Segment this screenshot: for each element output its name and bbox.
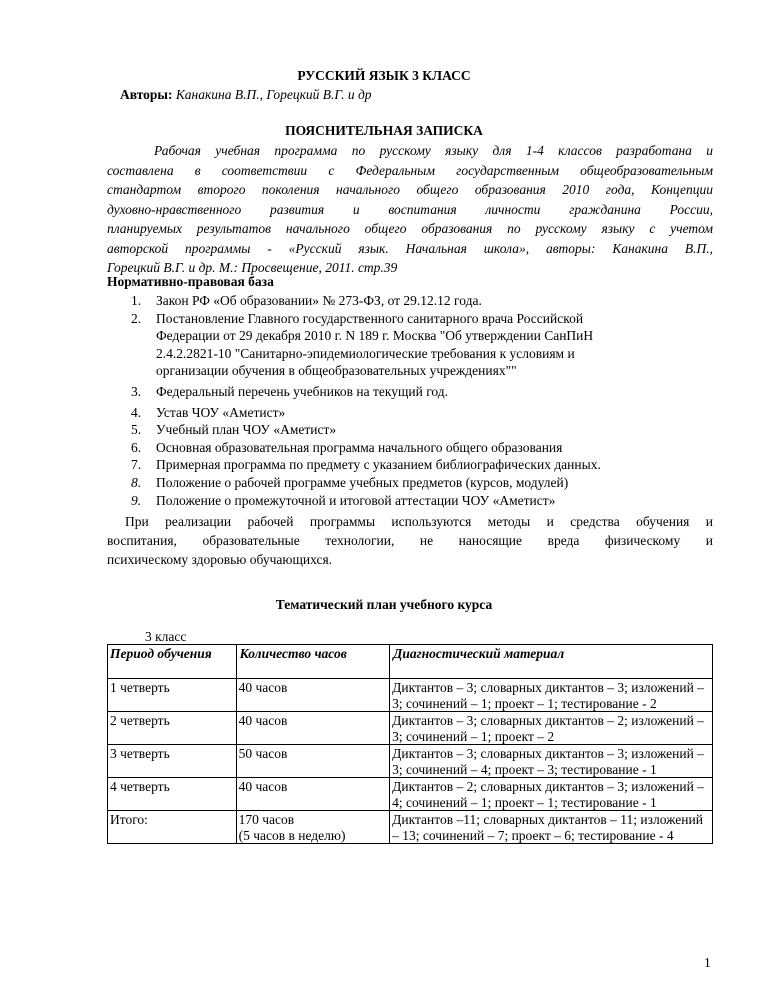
norm-text: Положение о промежуточной и итоговой аттестации ЧОУ «Аметист» [156, 492, 556, 508]
cell-period: 3 четверть [108, 745, 237, 778]
norms-list-item [107, 421, 713, 439]
table-header-row [108, 645, 713, 679]
authors-label: Авторы: [120, 87, 173, 102]
norm-text: Федерации от 29 декабря 2010 г. N 189 г. Москва "Об утверждении СанПиН [156, 328, 594, 344]
explanatory-note-heading: ПОЯСНИТЕЛЬНАЯ ЗАПИСКА [285, 123, 483, 138]
norms-heading: Нормативно-правовая база [107, 274, 274, 289]
cell-hours: 40 часов [236, 679, 390, 712]
authors-value: Канакина В.П., Горецкий В.Г. и др [175, 87, 372, 102]
norms-list-item [107, 456, 713, 474]
list-number: 1. [131, 293, 142, 308]
cell-hours: 40 часов [236, 712, 390, 745]
norm-text: Положение о рабочей программе учебных предметов (курсов, модулей) [156, 474, 569, 490]
list-number: 2. [131, 310, 142, 326]
thematic-plan-table [107, 644, 713, 844]
column-header-hours: Количество часов [236, 645, 390, 679]
cell-material: Диктантов –11; словарных диктантов – 11; изложений – 13; сочинений – 7; проект – 6; тестирование - 4 [390, 811, 713, 844]
intro-line: духовно-нравственного развития и воспитания личности гражданина России, [107, 201, 713, 217]
hours-per-week-note: (5 часов в неделю) [238, 827, 346, 843]
norms-list-item [107, 383, 713, 401]
table-row-total [108, 811, 713, 844]
cell-material: Диктантов – 2; словарных диктантов – 3; изложений – 4; сочинений – 1; проект – 1; тестирование - 1 [390, 778, 713, 811]
norm-text: Основная образовательная программа начального общего образования [156, 439, 563, 455]
cell-period: 2 четверть [108, 712, 237, 745]
intro-line: авторской программы - «Русский язык. Начальная школа», авторы: Канакина В.П., [107, 240, 713, 256]
norms-list [107, 292, 713, 509]
paragraph-line: психическому здоровью обучающихся. [107, 552, 333, 567]
total-hours: 170 часов [238, 812, 295, 827]
norm-text: Устав ЧОУ «Аметист» [156, 404, 286, 420]
list-number: 6. [131, 439, 142, 455]
norm-text: Федеральный перечень учебников на текущий год. [156, 383, 448, 399]
column-header-material: Диагностический материал [390, 645, 713, 679]
column-header-period: Период обучения [108, 645, 237, 679]
norms-list-item [107, 292, 713, 310]
list-number: 3. [131, 383, 142, 399]
cell-period: 4 четверть [108, 778, 237, 811]
grade-label: 3 класс [145, 629, 187, 644]
list-number: 9. [131, 492, 142, 508]
norms-list-item [107, 474, 713, 492]
cell-material: Диктантов – 3; словарных диктантов – 2; изложений – 3; сочинений – 1; проект – 2 [390, 712, 713, 745]
table-row [108, 778, 713, 811]
cell-hours [236, 811, 390, 844]
norms-list-item [107, 310, 713, 380]
cell-hours: 40 часов [236, 778, 390, 811]
list-number: 4. [131, 404, 142, 420]
table-row [108, 745, 713, 778]
intro-paragraph [107, 141, 713, 278]
page-number: 1 [704, 955, 711, 970]
list-number: 7. [131, 457, 142, 473]
intro-line: Горецкий В.Г. и др. М.: Просвещение, 2011. стр.39 [107, 260, 398, 275]
norm-text: Закон РФ «Об образовании» № 273-ФЗ, от 29.12.12 года. [156, 293, 482, 308]
paragraph-line: воспитания, образовательные технологии, не наносящие вреда физическому и [107, 533, 713, 548]
norms-list-item [107, 492, 713, 510]
norm-text: Примерная программа по предмету с указанием библиографических данных. [156, 457, 601, 473]
intro-line: Рабочая учебная программа по русскому языку для 1-4 классов разработана и [154, 143, 713, 158]
thematic-plan-heading: Тематический план учебного курса [275, 597, 493, 612]
document-title: РУССКИЙ ЯЗЫК 3 КЛАСС [297, 68, 471, 83]
authors-line [120, 87, 372, 103]
table-row [108, 679, 713, 712]
norm-text: организации обучения в общеобразовательных учреждениях"" [156, 363, 517, 379]
norms-list-item [107, 439, 713, 457]
cell-hours: 50 часов [236, 745, 390, 778]
intro-line: составлена в соответствии с Федеральным государственным общеобразовательным [107, 162, 713, 178]
implementation-paragraph [107, 512, 713, 569]
norms-list-item [107, 404, 713, 422]
list-number: 5. [131, 422, 142, 438]
cell-period: Итого: [108, 811, 237, 844]
intro-line: стандартом второго поколения начального общего образования 2010 года, Концепции [107, 182, 713, 197]
intro-line: планируемых результатов начального общего образования по русскому языку с учетом [107, 221, 713, 236]
list-number: 8. [131, 474, 142, 490]
table-row [108, 712, 713, 745]
norm-text: Учебный план ЧОУ «Аметист» [156, 422, 337, 438]
cell-material: Диктантов – 3; словарных диктантов – 3; изложений – 3; сочинений – 1; проект – 1; тестирование - 2 [390, 679, 713, 712]
cell-period: 1 четверть [108, 679, 237, 712]
norm-text: 2.4.2.2821-10 "Санитарно-эпидемиологические требования к условиям и [156, 345, 575, 361]
norm-text: Постановление Главного государственного санитарного врача Российской [156, 310, 584, 326]
cell-material: Диктантов – 3; словарных диктантов – 3; изложений – 3; сочинений – 4; проект – 3; тестирование - 1 [390, 745, 713, 778]
paragraph-line: При реализации рабочей программы используются методы и средства обучения и [125, 514, 713, 529]
